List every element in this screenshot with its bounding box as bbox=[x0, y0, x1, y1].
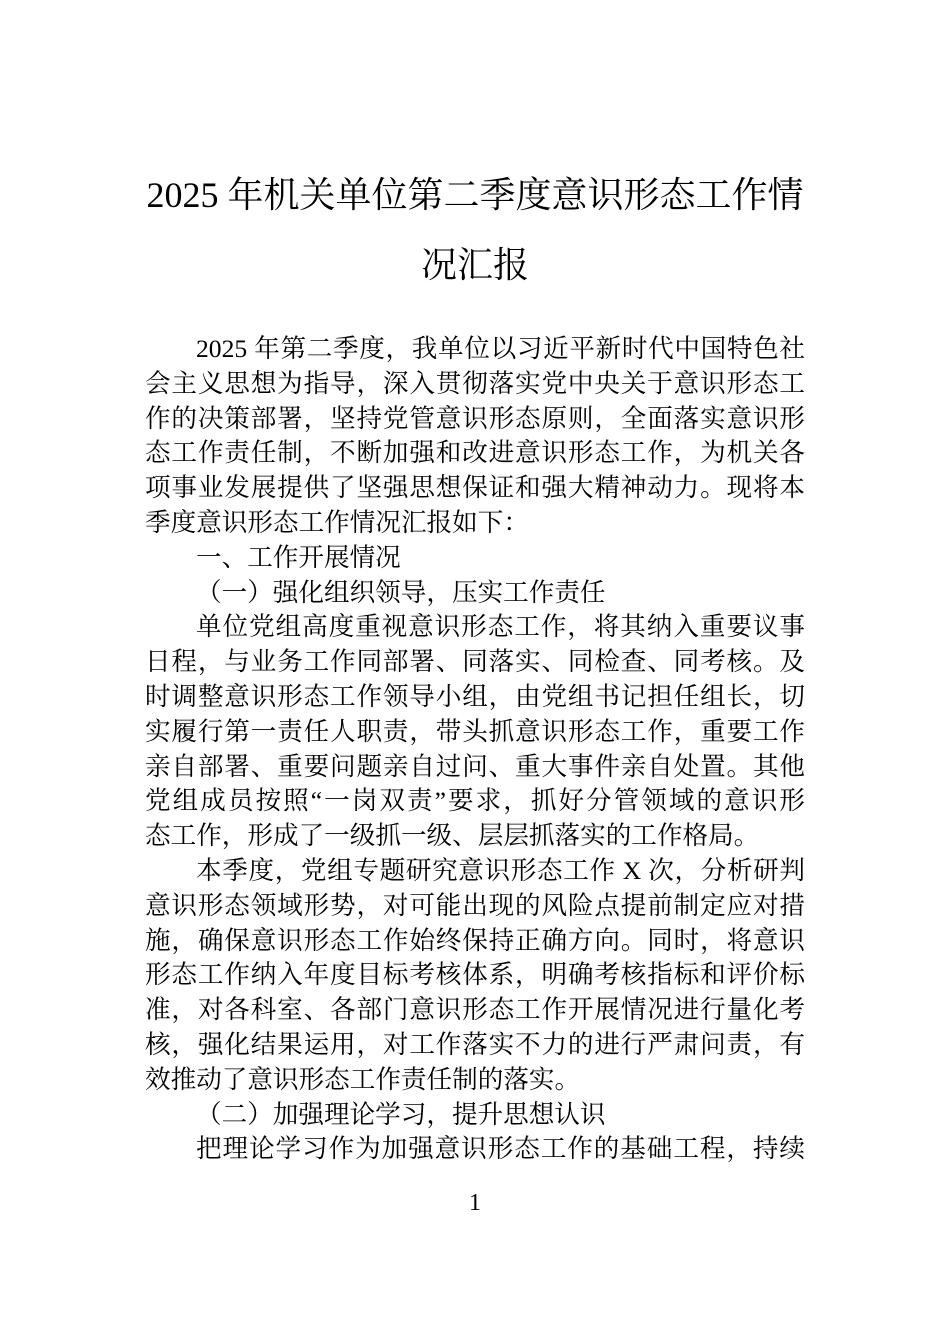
paragraph-line: 作的决策部署，坚持党管意识形态原则，全面落实意识形 bbox=[145, 403, 805, 433]
paragraph-line: 2025 年第二季度，我单位以习近平新时代中国特色社 bbox=[196, 334, 805, 363]
paragraph-line: 实履行第一责任人职责，带头抓意识形态工作，重要工作 bbox=[145, 716, 805, 746]
paragraph-line: 准，对各科室、各部门意识形态工作开展情况进行量化考 bbox=[145, 995, 805, 1025]
paragraph-line: （二）加强理论学习，提升思想认识 bbox=[196, 1099, 606, 1129]
paragraph-line: 本季度，党组专题研究意识形态工作 X 次，分析研判 bbox=[196, 855, 805, 885]
paragraph-line: 效推动了意识形态工作责任制的落实。 bbox=[145, 1064, 581, 1094]
paragraph-line: 态工作，形成了一级抓一级、层层抓落实的工作格局。 bbox=[145, 821, 760, 851]
paragraph-line: （一）强化组织领导，压实工作责任 bbox=[196, 577, 606, 607]
paragraph-line: 时调整意识形态工作领导小组，由党组书记担任组长，切 bbox=[145, 681, 805, 711]
paragraph-line: 把理论学习作为加强意识形态工作的基础工程，持续 bbox=[196, 1134, 805, 1164]
page-number: 1 bbox=[469, 1190, 481, 1216]
paragraph-line: 意识形态领域形势，对可能出现的风险点提前制定应对措 bbox=[145, 890, 805, 920]
paragraph-line: 季度意识形态工作情况汇报如下： bbox=[145, 507, 529, 537]
paragraph-line: 核，强化结果运用，对工作落实不力的进行严肃问责，有 bbox=[145, 1029, 805, 1059]
paragraph-line: 一、工作开展情况 bbox=[196, 542, 401, 572]
paragraph-line: 态工作责任制，不断加强和改进意识形态工作，为机关各 bbox=[145, 438, 805, 468]
document-title-line-1: 2025 年机关单位第二季度意识形态工作情 bbox=[146, 175, 804, 215]
document-body bbox=[145, 332, 805, 1167]
paragraph-line: 日程，与业务工作同部署、同落实、同检查、同考核。及 bbox=[145, 647, 805, 677]
paragraph-line: 亲自部署、重要问题亲自过问、重大事件亲自处置。其他 bbox=[145, 751, 805, 781]
paragraph-line: 项事业发展提供了坚强思想保证和强大精神动力。现将本 bbox=[145, 473, 805, 503]
document-title-line-2: 况汇报 bbox=[420, 245, 529, 285]
paragraph-line: 党组成员按照“一岗双责”要求，抓好分管领域的意识形 bbox=[145, 786, 805, 816]
paragraph-line: 施，确保意识形态工作始终保持正确方向。同时，将意识 bbox=[145, 925, 805, 955]
paragraph-line: 单位党组高度重视意识形态工作，将其纳入重要议事 bbox=[196, 612, 805, 642]
paragraph-line: 会主义思想为指导，深入贯彻落实党中央关于意识形态工 bbox=[145, 368, 805, 398]
paragraph-line: 形态工作纳入年度目标考核体系，明确考核指标和评价标 bbox=[145, 960, 805, 990]
